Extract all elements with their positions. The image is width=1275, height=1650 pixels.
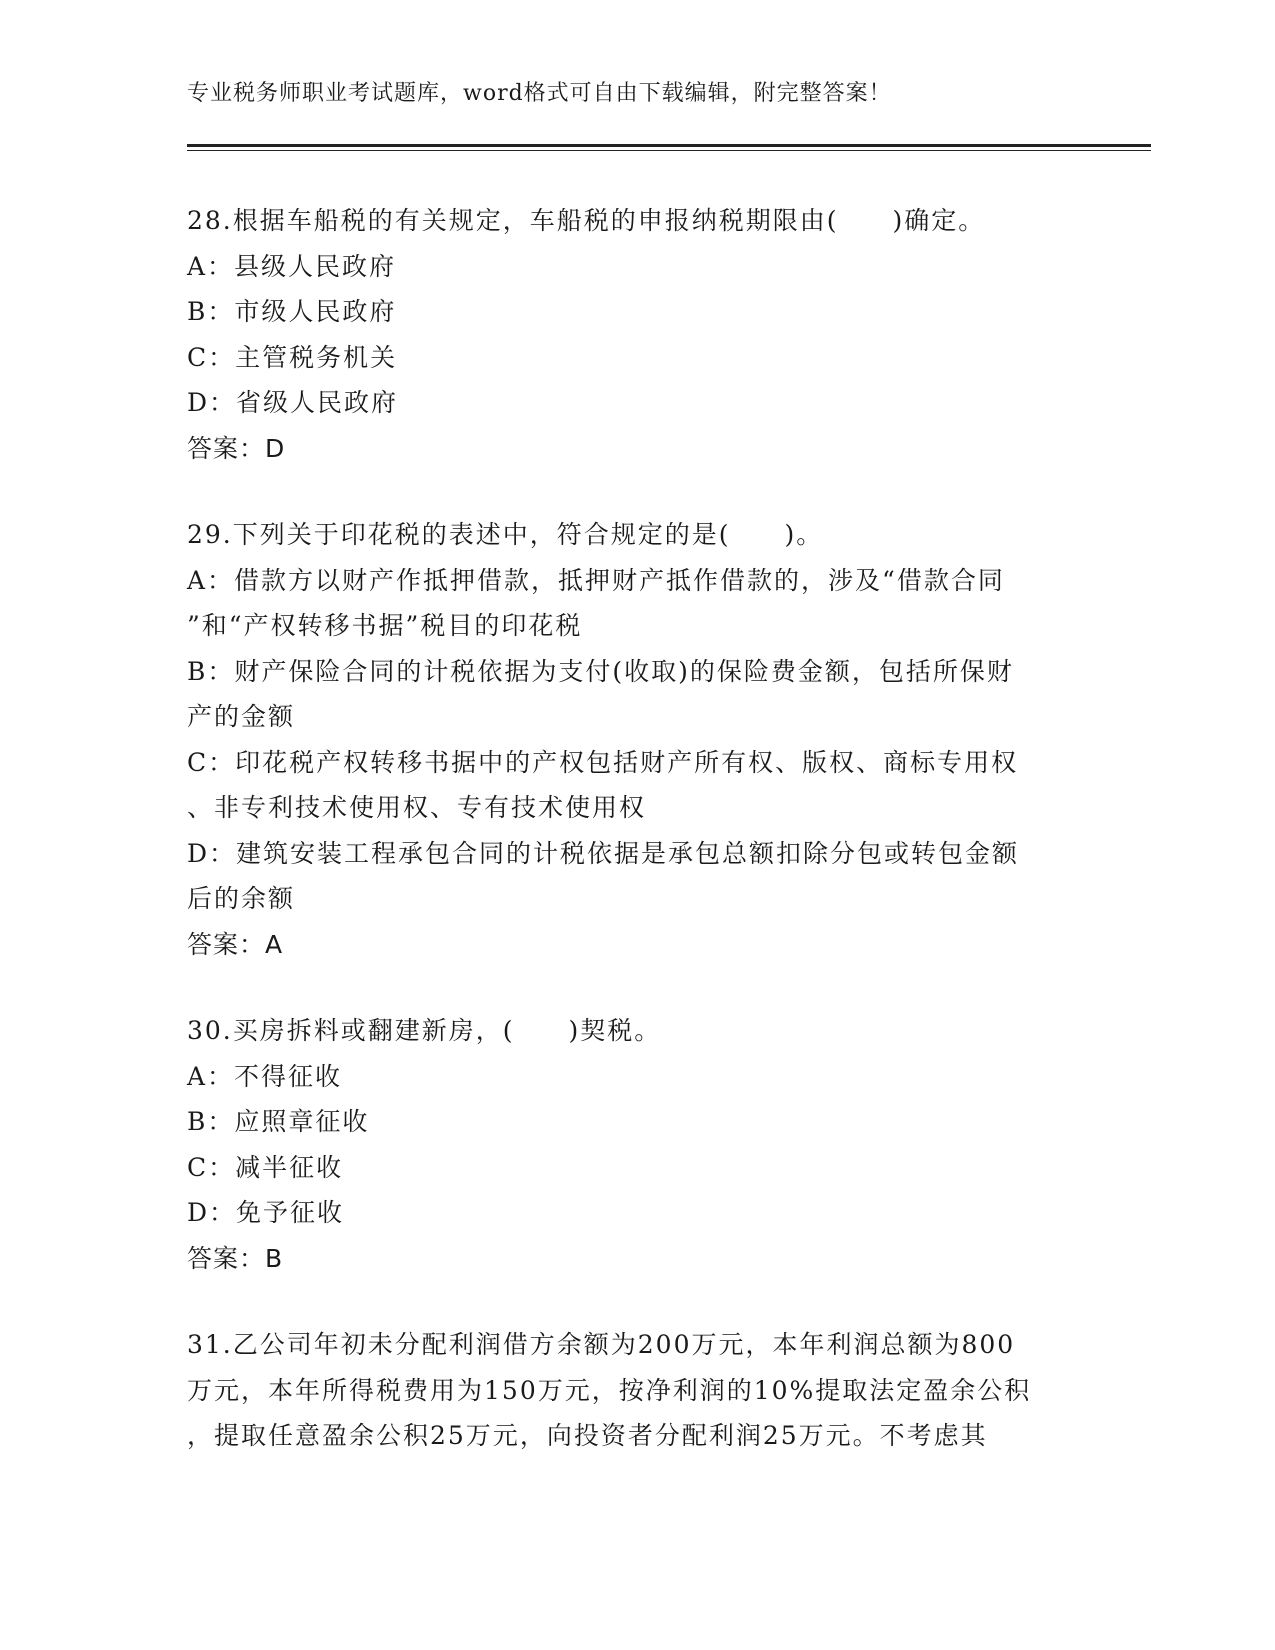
option-a: A：不得征收 <box>187 1061 343 1091</box>
option-d: D：免予征收 <box>187 1198 345 1227</box>
answer: 答案：A <box>187 929 284 959</box>
question-stem: 30.买房拆料或翻建新房，( )契税。 <box>187 1016 662 1045</box>
header-rule-thick <box>187 144 1151 147</box>
question-30 <box>187 1008 1087 1281</box>
option-d: D：省级人民政府 <box>187 388 399 417</box>
option-b: B：应照章征收 <box>187 1107 370 1136</box>
question-stem: 28.根据车船税的有关规定，车船税的申报纳税期限由( )确定。 <box>187 206 986 235</box>
option-a: A：县级人民政府 <box>187 251 397 281</box>
question-29 <box>187 512 1087 967</box>
option-c-continued: 、非专利技术使用权、专有技术使用权 <box>187 793 647 822</box>
option-a: A：借款方以财产作抵押借款，抵押财产抵作借款的，涉及“借款合同 <box>187 565 1005 595</box>
option-b-continued: 产的金额 <box>187 702 296 731</box>
question-31 <box>187 1322 1087 1459</box>
header-rule-thin <box>187 150 1151 151</box>
option-d: D：建筑安装工程承包合同的计税依据是承包总额扣除分包或转包金额 <box>187 838 1020 868</box>
question-list <box>187 198 1087 1500</box>
question-stem: 31.乙公司年初未分配利润借方余额为200万元，本年利润总额为800 <box>187 1330 1016 1359</box>
option-c: C：印花税产权转移书据中的产权包括财产所有权、版权、商标专用权 <box>187 747 1019 777</box>
answer: 答案：B <box>187 1243 284 1273</box>
option-b: B：市级人民政府 <box>187 297 397 326</box>
page-header-text: 专业税务师职业考试题库，word格式可自由下载编辑，附完整答案！ <box>187 81 892 106</box>
question-stem: 29.下列关于印花税的表述中，符合规定的是( )。 <box>187 520 824 549</box>
answer: 答案：D <box>187 433 286 463</box>
option-b: B：财产保险合同的计税依据为支付(收取)的保险费金额，包括所保财 <box>187 656 1014 686</box>
option-c: C：主管税务机关 <box>187 342 398 372</box>
question-28 <box>187 198 1087 471</box>
option-a-continued: ”和“产权转移书据”税目的印花税 <box>187 611 583 640</box>
question-stem-continued: ，提取任意盈余公积25万元，向投资者分配利润25万元。不考虑其 <box>187 1421 988 1450</box>
option-d-continued: 后的余额 <box>187 884 296 913</box>
question-stem-continued: 万元，本年所得税费用为150万元，按净利润的10%提取法定盈余公积 <box>187 1375 1032 1405</box>
option-c: C：减半征收 <box>187 1152 344 1182</box>
